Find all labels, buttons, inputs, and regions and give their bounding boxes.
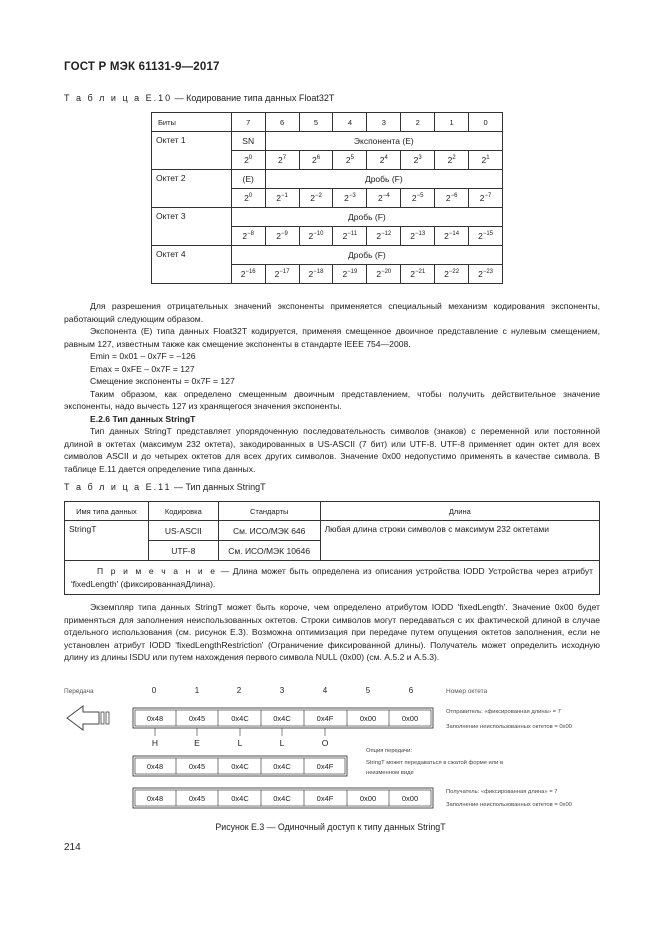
power-cell: $2^2$: [435, 151, 469, 170]
power-cell: $2^{-9}$: [265, 227, 299, 246]
formula-emax: Emax = 0xFE – 0x7F = 127: [90, 363, 195, 374]
power-cell: $2^{-7}$: [469, 189, 503, 208]
bit-3: 3: [367, 113, 401, 132]
power-cell: $2^{-22}$: [435, 265, 469, 284]
letters: [152, 738, 329, 748]
fraction-cell: Дробь (F): [265, 170, 502, 189]
paragraph: Экземпляр типа данных StringT может быть короче, чем определено атрибутом IODD 'fixedLength'. Значение 0x00 будет применяться для заполнения неиспользованных октетов. Строки символов могут передаваться с их фактической длиной в случае отдельного использования (см. рисунок Е.3). Возможна оптимизация при передаче путем опущения октетов заполнения, если не установлен атрибут IODD 'fixedLengthRestriction' (Ограничение фиксированной длины). Получатель может определить исходную длину из длины ISDU или путем нахождения первого символа NULL (0x00) (см. А.5.2 и А.5.3).: [64, 602, 600, 662]
sender-note-2: Заполнение неиспользованных октетов = 0x00: [446, 724, 572, 730]
power-cell: $2^{-18}$: [299, 265, 333, 284]
sign-cell: SN: [231, 132, 265, 151]
standard-cell: См. ИСО/МЭК 10646: [218, 541, 320, 561]
power-cell: $2^{-11}$: [333, 227, 367, 246]
formula-emin: Emin = 0x01 – 0x7F = –126: [90, 351, 196, 361]
document-header: ГОСТ Р МЭК 61131-9—2017: [64, 61, 220, 73]
col-header-length: Длина: [320, 502, 599, 521]
table-e10-caption-text: — Кодирование типа данных Float32T: [172, 93, 335, 103]
section-heading: E.2.6 Тип данных StringT: [90, 413, 196, 424]
octet-cell: 0x4C: [231, 794, 249, 803]
power-cell: $2^7$: [265, 151, 299, 170]
power-cell: $2^{-17}$: [265, 265, 299, 284]
octet-index: 6: [408, 686, 414, 695]
stringt-table: [64, 501, 600, 595]
octet-cell: 0x00: [359, 714, 377, 723]
receiver-note-1: Получатель: «фиксированная длина» = 7: [446, 789, 558, 795]
length-cell: Любая длина строки символов с максимум 232 октетами: [320, 521, 599, 561]
octet-cell: 0x00: [359, 794, 377, 803]
power-cell: $2^5$: [333, 151, 367, 170]
octet-index: 2: [236, 686, 242, 695]
power-cell: $2^{-12}$: [367, 227, 401, 246]
power-cell: $2^{-6}$: [435, 189, 469, 208]
power-cell: $2^{-2}$: [299, 189, 333, 208]
power-cell: $2^6$: [299, 151, 333, 170]
octet-cell: 0x4F: [316, 794, 334, 803]
sender-note-1: Отправитель: «фиксированная длина» = 7: [446, 709, 561, 715]
bit-2: 2: [401, 113, 435, 132]
octet-cell: 0x00: [401, 714, 419, 723]
power-cell: $2^{-16}$: [231, 265, 265, 284]
bit-6: 6: [265, 113, 299, 132]
power-cell: $2^{-19}$: [333, 265, 367, 284]
octet-4-label: Октет 4: [152, 246, 232, 284]
power-cell: $2^{-3}$: [333, 189, 367, 208]
octet-cell: 0x4C: [273, 762, 291, 771]
stringt-figure: [55, 682, 615, 832]
octet-cell: 0x48: [146, 762, 164, 771]
octet-index: 1: [194, 686, 200, 695]
octet-index: 3: [279, 686, 285, 695]
note-text: — Длина может быть определена из описания устройства IODD Устройства через атрибут 'fixedLength' (фиксированнаяДлина).: [71, 566, 593, 589]
option-note-3: неизменном виде: [366, 770, 414, 776]
transfer-label: Передача: [64, 688, 94, 695]
octet-index: 0: [151, 686, 157, 695]
table-e11-caption-prefix: Т а б л и ц а Е.11: [64, 482, 172, 492]
octet-cell: 0x4C: [231, 714, 249, 723]
octet-cell: 0x45: [188, 794, 206, 803]
option-note-1: Опция передачи:: [366, 748, 412, 754]
bit-0: 0: [469, 113, 503, 132]
paragraph: Экспонента (E) типа данных Float32T кодируется, применяя смещенное двоичное представление с нулевым смещением, равным 127, известным также как смещение экспоненты в стандарте IEEE 754—2008.: [64, 326, 600, 349]
bit-4: 4: [333, 113, 367, 132]
figure-caption: Рисунок Е.3 — Одиночный доступ к типу данных StringT: [215, 822, 446, 832]
letter: O: [321, 738, 329, 748]
octet-index: 4: [322, 686, 328, 695]
encoding-cell: UTF-8: [148, 541, 218, 561]
octet-cell: 0x4F: [316, 762, 334, 771]
paragraph: Тип данных StringT представляет упорядоченную последовательность символов (знаков) с переменной или постоянной длиной в октетах (максимум 232 октета), закодированных в US-ASCII (7 бит) или UTF-8. UTF-8 применяет один октет для всех символов ASCII и до четырех октетов для всех других символов. Значение 0x00 недопустимо применять в качестве символа. В таблице Е.11 дается определение типа данных.: [64, 426, 601, 474]
exponent-bit-cell: (E): [231, 170, 265, 189]
octet-cell: 0x48: [146, 714, 164, 723]
octet-number-label: Номер октета: [446, 688, 488, 695]
body-text-1: [64, 300, 600, 475]
octet-cell: 0x48: [146, 794, 164, 803]
power-cell: $2^{-15}$: [469, 227, 503, 246]
octet-2-label: Октет 2: [152, 170, 232, 208]
power-cell: $2^1$: [469, 151, 503, 170]
octet-cell: 0x4C: [231, 762, 249, 771]
paragraph: Для разрешения отрицательных значений экспоненты применяется специальный механизм кодирования экспоненты, работающий следующим образом.: [64, 301, 600, 324]
octet-indices: [152, 686, 414, 695]
power-cell: $2^{-23}$: [469, 265, 503, 284]
octet-1-label: Октет 1: [152, 132, 232, 170]
octet-cell: 0x45: [188, 714, 206, 723]
table-e11-caption: [64, 482, 266, 492]
col-header-standards: Стандарты: [218, 502, 320, 521]
paragraph: Таким образом, как определено смещенным двоичным представлением, чтобы получить действительное значение экспоненты, надо вычесть 127 из хранящегося значения экспоненты.: [64, 388, 600, 411]
power-cell: $2^0$: [231, 189, 265, 208]
power-cell: $2^{-4}$: [367, 189, 401, 208]
body-text-2: [64, 601, 600, 664]
octet-cell: 0x4C: [273, 794, 291, 803]
encoding-cell: US-ASCII: [148, 521, 218, 541]
power-cell: $2^{-20}$: [367, 265, 401, 284]
fraction-cell: Дробь (F): [231, 208, 502, 227]
letter: L: [237, 738, 243, 748]
letter: H: [151, 738, 159, 748]
octet-cell: 0x4C: [273, 714, 291, 723]
octet-3-label: Октет 3: [152, 208, 232, 246]
power-cell: $2^0$: [231, 151, 265, 170]
table-e10-caption: [64, 93, 334, 103]
power-cell: $2^3$: [401, 151, 435, 170]
power-cell: $2^{-14}$: [435, 227, 469, 246]
table-note: [65, 561, 600, 595]
bit-1: 1: [435, 113, 469, 132]
power-cell: $2^{-5}$: [401, 189, 435, 208]
power-cell: $2^{-1}$: [265, 189, 299, 208]
type-name-cell: StringT: [65, 521, 149, 561]
letter-ticks: [155, 728, 325, 736]
col-header-encoding: Кодировка: [148, 502, 218, 521]
bit-5: 5: [299, 113, 333, 132]
exponent-cell: Экспонента (E): [265, 132, 502, 151]
bits-header: Биты: [152, 113, 232, 132]
standard-cell: См. ИСО/МЭК 646: [218, 521, 320, 541]
letter: L: [279, 738, 285, 748]
letter: E: [194, 738, 200, 748]
octet-row-compressed: [133, 756, 347, 776]
bit-7: 7: [231, 113, 265, 132]
power-cell: $2^4$: [367, 151, 401, 170]
table-e10-caption-prefix: Т а б л и ц а Е.10: [64, 93, 173, 103]
power-cell: $2^{-10}$: [299, 227, 333, 246]
octet-cell: 0x4F: [316, 714, 334, 723]
float32t-table: [151, 112, 503, 284]
octet-index: 5: [365, 686, 371, 695]
power-cell: $2^{-13}$: [401, 227, 435, 246]
fraction-cell: Дробь (F): [231, 246, 502, 265]
octet-row-received: [133, 788, 433, 808]
table-e11-caption-text: — Тип данных StringT: [171, 482, 266, 492]
page-number: 214: [64, 842, 81, 853]
octet-cell: 0x45: [188, 762, 206, 771]
transfer-arrow-icon: [67, 706, 109, 730]
col-header-name: Имя типа данных: [65, 502, 149, 521]
note-prefix: П р и м е ч а н и е: [97, 566, 218, 576]
formula-bias: Смещение экспоненты = 0x7F = 127: [90, 376, 235, 386]
power-cell: $2^{-8}$: [231, 227, 265, 246]
octet-row-full: [133, 708, 433, 728]
power-cell: $2^{-21}$: [401, 265, 435, 284]
receiver-note-2: Заполнение неиспользованных октетов = 0x00: [446, 802, 572, 808]
option-note-2: StringT может передаваться в сжатой форме или в: [366, 760, 504, 766]
octet-cell: 0x00: [401, 794, 419, 803]
